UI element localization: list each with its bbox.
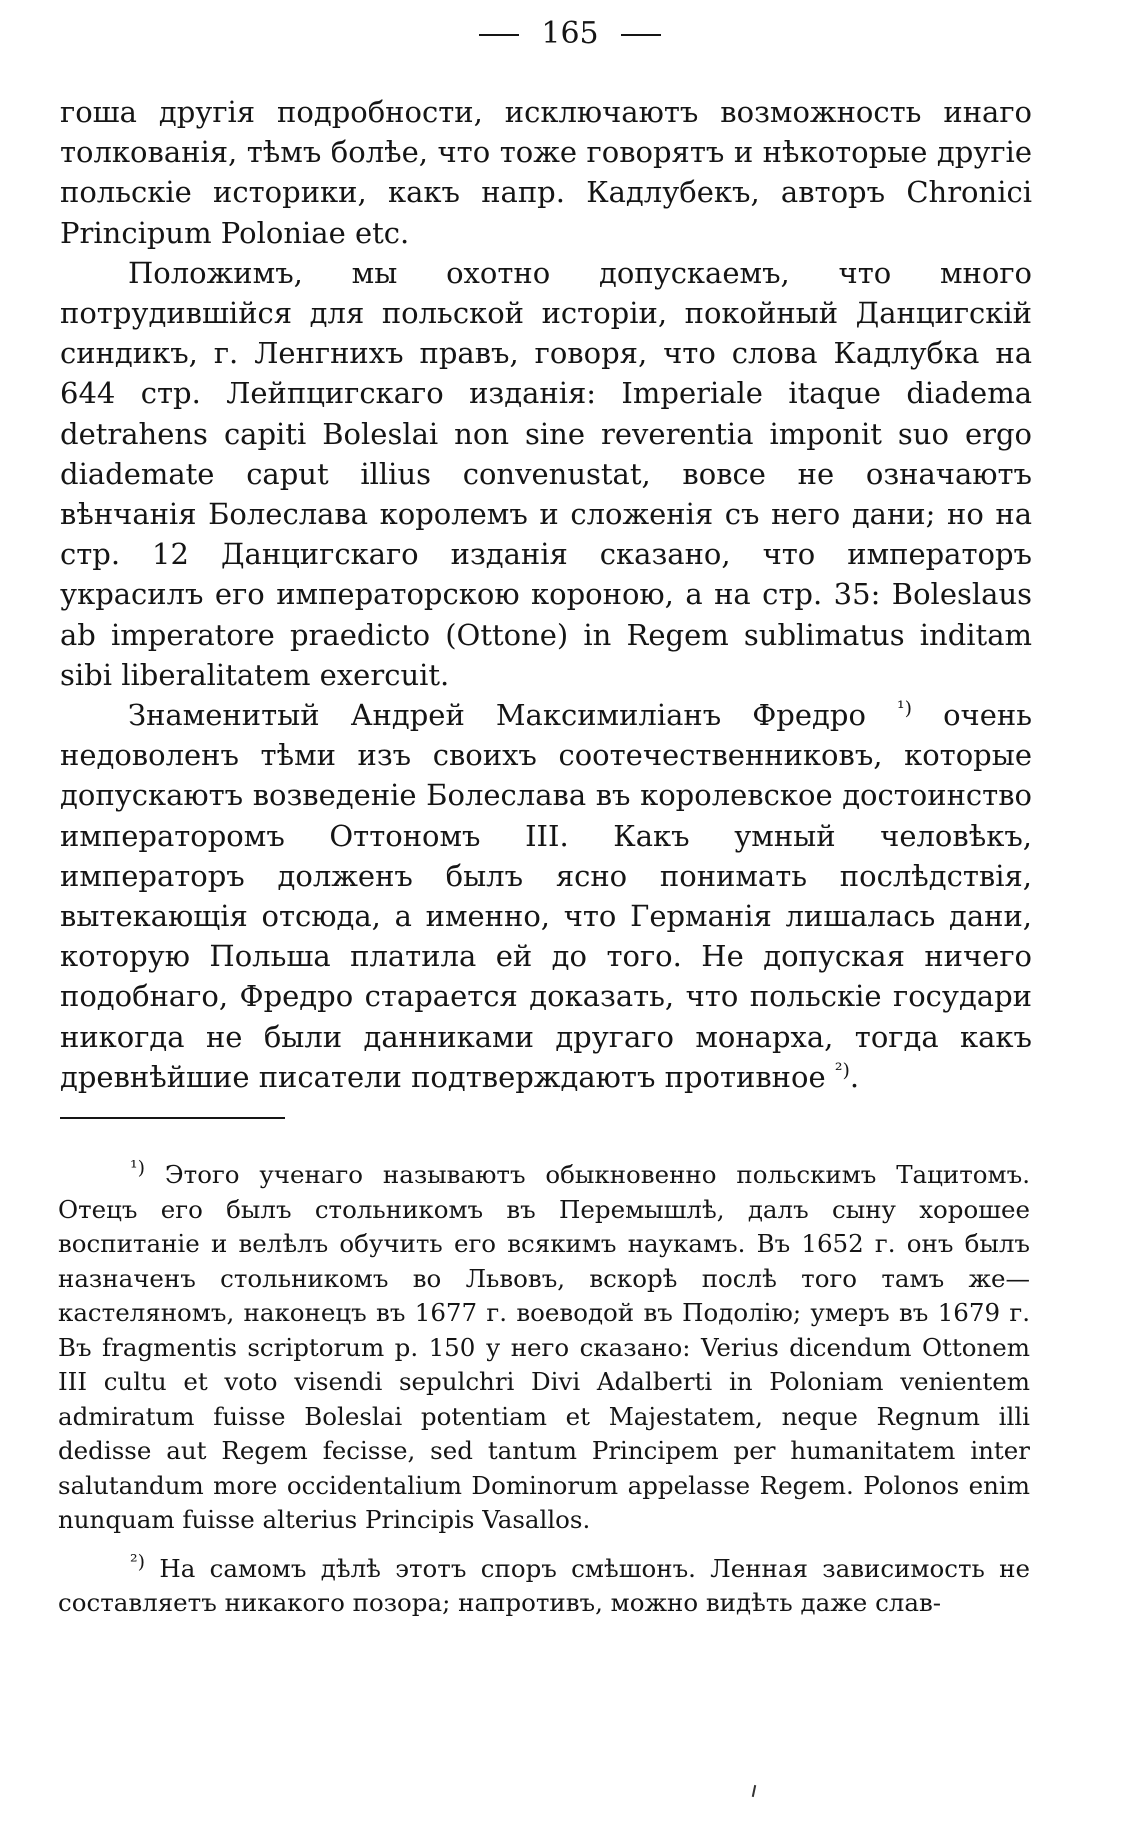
paragraph-lengnich: Положимъ, мы охотно допускаемъ, что много потрудившійся для польской исторіи, покойный Данцигскій синдикъ, г. Ленгнихъ правъ, говоря, что слова Кадлубка на 644 стр. Лейпцигскаго изданія: Imperiale itaque diadema detrahens capiti Boleslai non sine reverentia imponit suo ergo diademate caput illius convenustat, вовсе не означаютъ вѣнчанія Болеслава королемъ и сложенія съ него дани; но на стр. 12 Данцигскаго изданія сказано, что императоръ украсилъ его императорскою короною, а на стр. 35: Boleslaus ab imperatore praedicto (Ottone) in Regem sublimatus inditam sibi liberalitatem exercuit. <box>60 255 1032 692</box>
footnote-ref-2[interactable]: ²) <box>834 1059 850 1082</box>
paragraph-fredro <box>60 695 1032 1097</box>
header-dash-right <box>621 34 661 36</box>
footnotes <box>58 1158 1030 1621</box>
footnote-1 <box>58 1158 1030 1538</box>
footnote-1-text: Этого ученаго называютъ обыкновенно польскимъ Тацитомъ. Отецъ его былъ стольникомъ въ Перемышлѣ, далъ сыну хорошее воспитаніе и велѣлъ обучить его всякимъ наукамъ. Въ 1652 г. онъ былъ назначенъ стольникомъ во Львовъ, вскорѣ послѣ того тамъ же—кастеляномъ, наконецъ въ 1677 г. воеводой въ Подолію; умеръ въ 1679 г. Въ fragmentis scriptorum p. 150 у него сказано: Verius dicendum Ottonem III cultu et voto visendi sepulchri Divi Adalberti in Poloniam venientem admiratum fuisse Boleslai potentiam et Majestatem, neque Regnum illi dedisse aut Regem fecisse, sed tantum Principem per humanitatem inter salutandum more occidentalium Dominorum appelasse Regem. Polonos enim nunquam fuisse alterius Principis Vasallos. <box>58 1160 1030 1534</box>
footnote-separator <box>60 1117 285 1119</box>
footnote-2-marker: ²) <box>130 1550 146 1573</box>
footnote-1-marker: ¹) <box>130 1156 146 1179</box>
page-number: 165 <box>541 16 599 51</box>
paragraph-fredro-part2: очень недоволенъ тѣми изъ своихъ соотечественниковъ, которые допускаютъ возведеніе Болеслава въ королевское достоинство императоромъ Оттономъ III. Какъ умный человѣкъ, императоръ долженъ былъ ясно понимать послѣдствія, вытекающія отсюда, а именно, что Германія лишалась дани, которую Польша платила ей до того. Не допуская ничего подобнаго, Фредро старается доказать, что польскіе государи никогда не были данниками другаго монарха, тогда какъ древнѣйшие писатели подтверждаютъ противное <box>60 698 1032 1094</box>
header-dash-left <box>479 34 519 36</box>
paragraph-continued: гоша другія подробности, исключаютъ возможность инаго толкованія, тѣмъ болѣе, что тоже говорятъ и нѣкоторые другіе польскіе историки, какъ напр. Кадлубекъ, авторъ Chronici Principum Poloniae etc. <box>60 95 1032 250</box>
paragraph-fredro-part1: Знаменитый Андрей Максимиліанъ Фредро <box>128 698 897 733</box>
footnote-2-text: На самомъ дѣлѣ этотъ споръ смѣшонъ. Ленная зависимость не составляетъ никакого позора; напротивъ, можно видѣть даже слав- <box>58 1553 1030 1617</box>
page-header <box>0 14 1140 54</box>
footnote-2 <box>58 1552 1030 1621</box>
main-text <box>60 92 1032 1097</box>
footnote-ref-1[interactable]: ¹) <box>896 697 913 720</box>
print-mark <box>752 1785 756 1797</box>
paragraph-fredro-end: . <box>849 1059 860 1094</box>
